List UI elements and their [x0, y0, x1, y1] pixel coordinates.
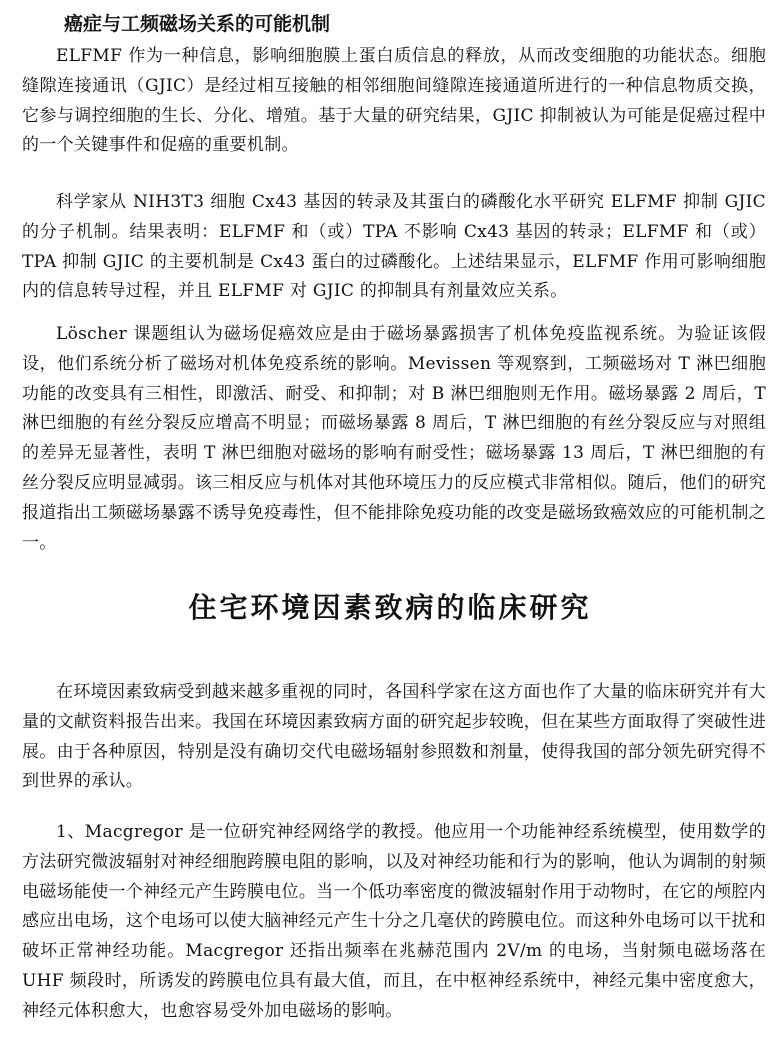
article-paragraph-1: 在环境因素致病受到越来越多重视的同时，各国科学家在这方面也作了大量的临床研究并有大量的文献资料报告出来。我国在环境因素致病方面的研究起步较晚，但在某些方面取得了突破性进展。由于各种原因，特别是没有确切交代电磁场辐射参照数和剂量，使得我国的部分领先研究得不到世界的承认。 [22, 682, 766, 792]
section-heading: 癌症与工频磁场关系的可能机制 [64, 13, 331, 35]
article-title: 住宅环境因素致病的临床研究 [188, 591, 592, 624]
section-paragraph-3: Löscher 课题组认为磁场促癌效应是由于磁场暴露损害了机体免疫监视系统。为验证该假设，他们系统分析了磁场对机体免疫系统的影响。Mevissen 等观察到，工频磁场对 T 淋巴细胞功能的改变具有三相性，即激活、耐受、和抑制；对 B 淋巴细胞则无作用。磁场暴露 2 周后，T 淋巴细胞的有丝分裂反应增高不明显；而磁场暴露 8 周后，T 淋巴细胞的有丝分裂反应与对照组的差异无显著性，表明 T 淋巴细胞对磁场的影响有耐受性；磁场暴露 13 周后，T 淋巴细胞的有丝分裂反应明显减弱。该三相反应与机体对其他环境压力的反应模式非常相似。随后，他们的研究报道指出工频磁场暴露不诱导免疫毒性，但不能排除免疫功能的改变是磁场致癌效应的可能机制之一。 [22, 324, 766, 553]
section-paragraph-1: ELFMF 作为一种信息，影响细胞膜上蛋白质信息的释放，从而改变细胞的功能状态。细胞缝隙连接通讯（GJIC）是经过相互接触的相邻细胞间缝隙连接通道所进行的一种信息物质交换，它参与调控细胞的生长、分化、增殖。基于大量的研究结果，GJIC 抑制被认为可能是促癌过程中的一个关键事件和促癌的重要机制。 [22, 46, 766, 156]
section-paragraph-2: 科学家从 NIH3T3 细胞 Cx43 基因的转录及其蛋白的磷酸化水平研究 ELFMF 抑制 GJIC 的分子机制。结果表明：ELFMF 和（或）TPA 不影响 Cx43 基因的转录；ELFMF 和（或）TPA 抑制 GJIC 的主要机制是 Cx43 蛋白的过磷酸化。上述结果显示，ELFMF 作用可影响细胞内的信息转导过程，并且 ELFMF 对 GJIC 的抑制具有剂量效应关系。 [22, 192, 766, 302]
article-paragraph-2: 1、Macgregor 是一位研究神经网络学的教授。他应用一个功能神经系统模型，使用数学的方法研究微波辐射对神经细胞跨膜电阻的影响，以及对神经功能和行为的影响，他认为调制的射频电磁场能使一个神经元产生跨膜电位。当一个低功率密度的微波辐射作用于动物时，在它的颅腔内感应出电场，这个电场可以使大脑神经元产生十分之几毫伏的跨膜电位。而这种外电场可以干扰和破坏正常神经功能。Macgregor 还指出频率在兆赫范围内 2V/m 的电场，当射频电磁场落在 UHF 频段时，所诱发的跨膜电位具有最大值，而且，在中枢神经系统中，神经元集中密度愈大，神经元体积愈大，也愈容易受外加电磁场的影响。 [22, 822, 766, 1021]
